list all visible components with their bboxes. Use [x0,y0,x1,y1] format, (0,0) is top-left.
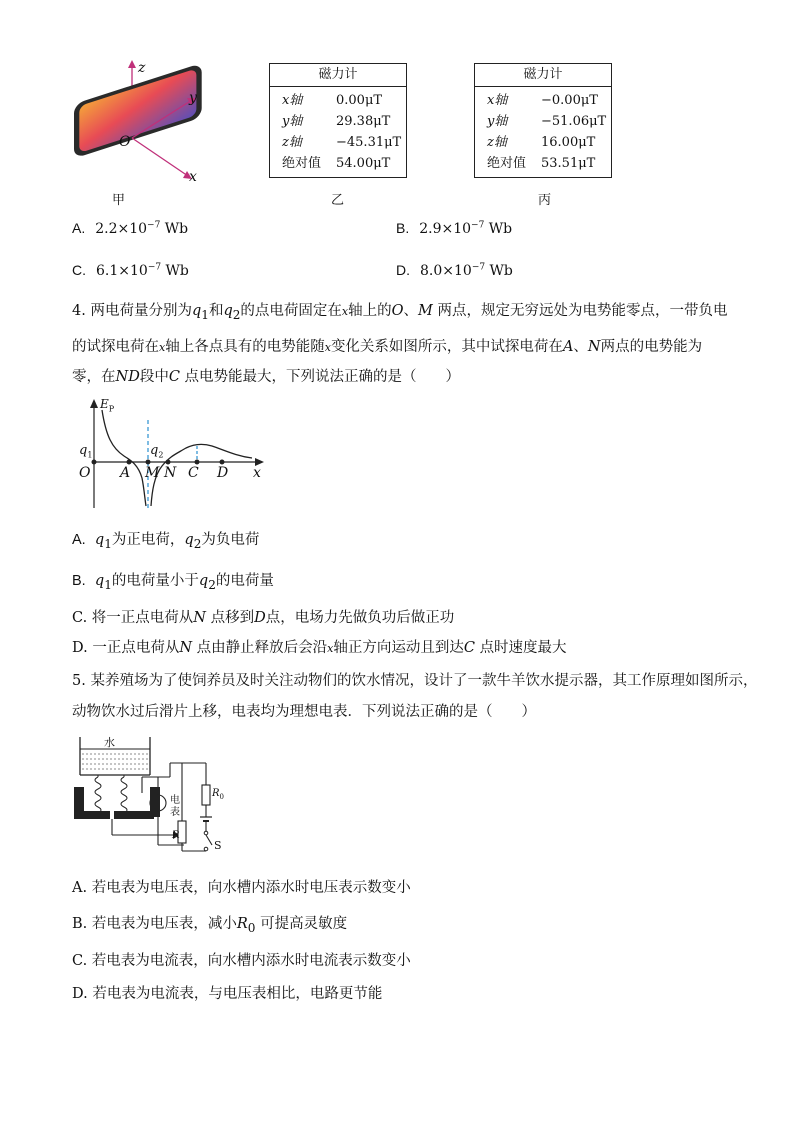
graph-label-d: D [217,465,229,481]
table-title: 磁力计 [475,64,611,87]
table-row: x轴 0.00μT [282,93,383,108]
table-row: 绝对值 53.51μT [487,156,596,171]
q5-option-c[interactable]: C. 若电表为电流表，向水槽内添水时电流表示数变小 [72,953,411,969]
graph-label-m: M [145,465,160,481]
table-row: z轴 16.00μT [487,135,596,150]
graph-label-n: N [164,465,177,481]
q4-option-c[interactable]: C. 将一正点电荷从N 点移到D点，电场力先做负功后做正功 [72,610,455,626]
figure-caption-jia: 甲 [112,193,126,208]
graph-label-x: x [253,465,261,481]
graph-label-o: O [79,465,91,481]
table-row: y轴 29.38μT [282,114,391,129]
table-row: x轴 −0.00μT [487,93,598,108]
q5-option-d[interactable]: D. 若电表为电流表，与电压表相比，电路更节能 [72,986,383,1002]
q5-stem-line1: 5. 某养殖场为了使饲养员及时关注动物们的饮水情况，设计了一款牛羊饮水提示器，其工作原理如图所示， [72,673,758,689]
q4-option-d[interactable]: D. 一正点电荷从N 点由静止释放后会沿x轴正方向运动且到达C 点时速度最大 [72,640,567,656]
circuit-diagram [72,733,232,853]
graph-label-a: A [120,465,131,481]
graph-label-q1: $q_1$ [79,443,93,460]
circuit-r0-label: $R_0$ [212,788,224,801]
table-row: 绝对值 54.00μT [282,156,391,171]
figure-caption-yi: 乙 [331,193,345,208]
potential-energy-graph [76,396,266,516]
circuit-meter-label-1: 电 [170,795,180,806]
q4-option-a[interactable]: A. $q_1$为正电荷，$q_2$为负电荷 [72,532,260,551]
axis-z-label: z [138,60,146,76]
q5-option-b[interactable]: B. 若电表为电压表，减小$R_0$ 可提高灵敏度 [72,916,348,935]
q4-option-b[interactable]: B. $q_1$的电荷量小于$q_2$的电荷量 [72,573,274,592]
axis-x-label: x [189,169,197,185]
q3-option-c[interactable]: C. $6.1\times 10^{-7}$ Wb [72,262,189,279]
axis-y-label: y [189,90,197,106]
q5-option-a[interactable]: A. 若电表为电压表，向水槽内添水时电压表示数变小 [72,880,411,896]
q4-stem-line3: 零，在ND段中C 点电势能最大，下列说法正确的是（ ） [72,369,461,385]
q4-stem-line1: 4. 两电荷量分别为$q_1$和$q_2$的点电荷固定在x轴上的O、M 两点，规定无穷远处为电势能零点，一带负电 [72,303,728,322]
origin-label: O [119,134,131,150]
q3-option-b[interactable]: B. $2.9\times 10^{-7}$ Wb [396,220,513,237]
q3-option-d[interactable]: D. $8.0\times 10^{-7}$ Wb [396,262,513,279]
q5-stem-line2: 动物饮水过后滑片上移，电表均为理想电表．下列说法正确的是（ ） [72,704,536,720]
table-row: z轴 −45.31μT [282,135,402,150]
magnetometer-table-c [474,63,612,178]
circuit-s-label: S [214,839,222,852]
q4-stem-line2: 的试探电荷在x轴上各点具有的电势能随x变化关系如图所示，其中试探电荷在A、N两点的电势能为 [72,339,703,355]
circuit-meter-label-2: 表 [170,807,180,818]
figure-caption-bing: 丙 [538,193,552,208]
table-row: y轴 −51.06μT [487,114,607,129]
graph-label-c: C [188,465,199,481]
circuit-r-label: R [172,830,180,841]
table-title: 磁力计 [270,64,406,87]
magnetometer-table-b [269,63,407,178]
graph-label-q2: $q_2$ [150,443,164,460]
graph-ylabel: $E_P$ [100,397,115,414]
circuit-water-label: 水 [104,736,115,749]
q3-option-a[interactable]: A. $2.2\times 10^{-7}$ Wb [72,220,189,237]
